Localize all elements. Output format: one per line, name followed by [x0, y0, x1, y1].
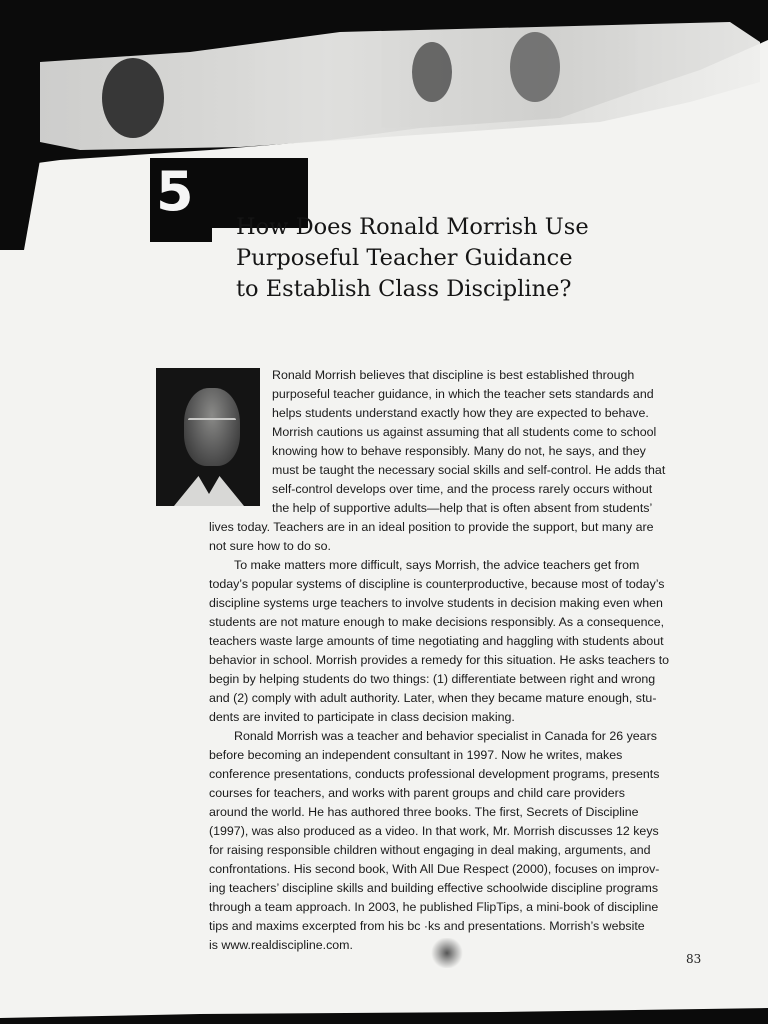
scan-edge-shadow [0, 160, 40, 250]
body-line: is www.realdiscipline.com. [209, 938, 353, 952]
body-line: around the world. He has authored three books. The first, Secrets of Discipline [209, 805, 639, 819]
scan-bottom-edge [0, 1000, 768, 1024]
body-line: discipline systems urge teachers to involve students in decision making even when [209, 596, 663, 610]
chapter-title-line: How Does Ronald Morrish Use [236, 214, 589, 240]
body-line: today’s popular systems of discipline is counterproductive, because most of today’s [209, 577, 665, 591]
author-portrait [156, 368, 260, 506]
body-line: must be taught the necessary social skills and self-control. He adds that [272, 463, 666, 477]
body-line: lives today. Teachers are in an ideal position to provide the support, but many are [209, 520, 654, 534]
body-line: the help of supportive adults—help that is often absent from students’ [272, 501, 653, 515]
body-line: behavior in school. Morrish provides a remedy for this situation. He asks teachers to [209, 653, 670, 667]
page-number: 83 [686, 952, 702, 966]
header-photo-figure [510, 32, 560, 102]
body-line: Morrish cautions us against assuming that all students come to school [272, 425, 657, 439]
body-line: students are not mature enough to make decisions responsibly. As a consequence, [209, 615, 665, 629]
body-line: helps students understand exactly how they are expected to behave. [272, 406, 649, 420]
body-line: (1997), was also produced as a video. In that work, Mr. Morrish discusses 12 keys [209, 824, 659, 838]
body-line: conference presentations, conducts professional development programs, presents [209, 767, 660, 781]
chapter-title [236, 212, 656, 305]
chapter-number: 5 [156, 160, 194, 223]
body-line: self-control develops over time, and the process rarely occurs without [272, 482, 653, 496]
body-line: To make matters more difficult, says Morrish, the advice teachers get from [234, 558, 640, 572]
body-line: teachers waste large amounts of time negotiating and haggling with students about [209, 634, 664, 648]
body-line: courses for teachers, and works with parent groups and child care providers [209, 786, 625, 800]
body-line: tips and maxims excerpted from his bc ·ks and presentations. Morrish’s website [209, 919, 645, 933]
body-line: through a team approach. In 2003, he published FlipTips, a mini-book of discipline [209, 900, 659, 914]
header-photo-figure [412, 42, 452, 102]
body-line: ing teachers’ discipline skills and building effective schoolwide discipline programs [209, 881, 659, 895]
body-line: begin by helping students do two things: (1) differentiate between right and wrong [209, 672, 656, 686]
body-line: before becoming an independent consultant in 1997. Now he writes, makes [209, 748, 623, 762]
body-line: and (2) comply with adult authority. Later, when they became mature enough, stu- [209, 691, 657, 705]
body-line: Ronald Morrish believes that discipline is best established through [272, 368, 635, 382]
body-line: purposeful teacher guidance, in which the teacher sets standards and [272, 387, 654, 401]
body-line: knowing how to behave responsibly. Many do not, he says, and they [272, 444, 646, 458]
body-line: dents are invited to participate in class decision making. [209, 710, 515, 724]
body-line: for raising responsible children without engaging in deal making, arguments, and [209, 843, 651, 857]
portrait-glasses [188, 418, 236, 428]
portrait-collar [174, 476, 244, 506]
body-line: not sure how to do so. [209, 539, 331, 553]
chapter-title-line: Purposeful Teacher Guidance [236, 245, 573, 271]
scan-smudge [430, 938, 464, 968]
header-photo-figure [102, 58, 164, 138]
body-line: Ronald Morrish was a teacher and behavior specialist in Canada for 26 years [234, 729, 657, 743]
body-line: confrontations. His second book, With All Due Respect (2000), focuses on improv- [209, 862, 660, 876]
chapter-title-line: to Establish Class Discipline? [236, 276, 572, 302]
